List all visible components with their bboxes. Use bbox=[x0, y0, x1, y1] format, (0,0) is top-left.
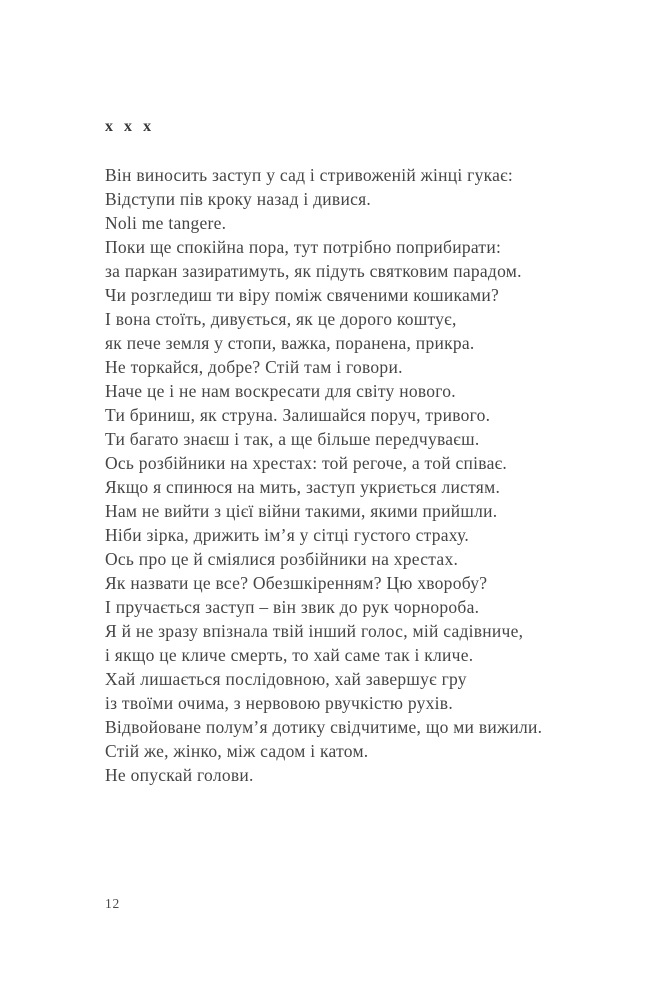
poem bbox=[105, 163, 605, 787]
poem-line: Відступи пів кроку назад і дивися. bbox=[105, 189, 372, 209]
poem-line: Поки ще спокійна пора, тут потрібно поприбирати: bbox=[105, 237, 502, 257]
section-heading: x x x bbox=[105, 118, 155, 135]
poem-line: Не торкайся, добре? Стій там і говори. bbox=[105, 357, 403, 377]
poem-line: Noli me tangere. bbox=[105, 213, 227, 233]
poem-line: Ти бриниш, як струна. Залишайся поруч, тривого. bbox=[105, 405, 491, 425]
poem-line: Ось про це й сміялися розбійники на хрестах. bbox=[105, 549, 459, 569]
poem-line: Нам не вийти з цієї війни такими, якими прийшли. bbox=[105, 501, 498, 521]
poem-line: за паркан зазиратимуть, як підуть святковим парадом. bbox=[105, 261, 522, 281]
poem-line: Якщо я спинюся на мить, заступ укриється листям. bbox=[105, 477, 501, 497]
poem-line: І пручається заступ – він звик до рук чорнороба. bbox=[105, 597, 480, 617]
poem-line: Ніби зірка, дрижить ім’я у сітці густого страху. bbox=[105, 525, 470, 545]
poem-line: Не опускай голови. bbox=[105, 765, 254, 785]
page-number: 12 bbox=[105, 896, 121, 911]
poem-line: Він виносить заступ у сад і стривоженій жінці гукає: bbox=[105, 165, 514, 185]
poem-line: Чи розгледиш ти віру поміж свяченими кошиками? bbox=[105, 285, 499, 305]
poem-line: і якщо це кличе смерть, то хай саме так і кличе. bbox=[105, 645, 474, 665]
poem-line: Наче це і не нам воскресати для світу нового. bbox=[105, 381, 456, 401]
poem-line: із твоїми очима, з нервовою рвучкістю рухів. bbox=[105, 693, 453, 713]
poem-line: Ти багато знаєш і так, а ще більше передчуваєш. bbox=[105, 429, 480, 449]
poem-line: Хай лишається послідовною, хай завершує гру bbox=[105, 669, 467, 689]
poem-line: І вона стоїть, дивується, як це дорого коштує, bbox=[105, 309, 457, 329]
poem-line: як пече земля у стопи, важка, поранена, прикра. bbox=[105, 333, 475, 353]
poem-line: Як назвати це все? Обезшкіренням? Цю хворобу? bbox=[105, 573, 488, 593]
poem-line: Відвойоване полум’я дотику свідчитиме, що ми вижили. bbox=[105, 717, 543, 737]
poem-line: Ось розбійники на хрестах: той регоче, а той співає. bbox=[105, 453, 508, 473]
poem-line: Стій же, жінко, між садом і катом. bbox=[105, 741, 369, 761]
poem-line: Я й не зразу впізнала твій інший голос, мій садівниче, bbox=[105, 621, 524, 641]
